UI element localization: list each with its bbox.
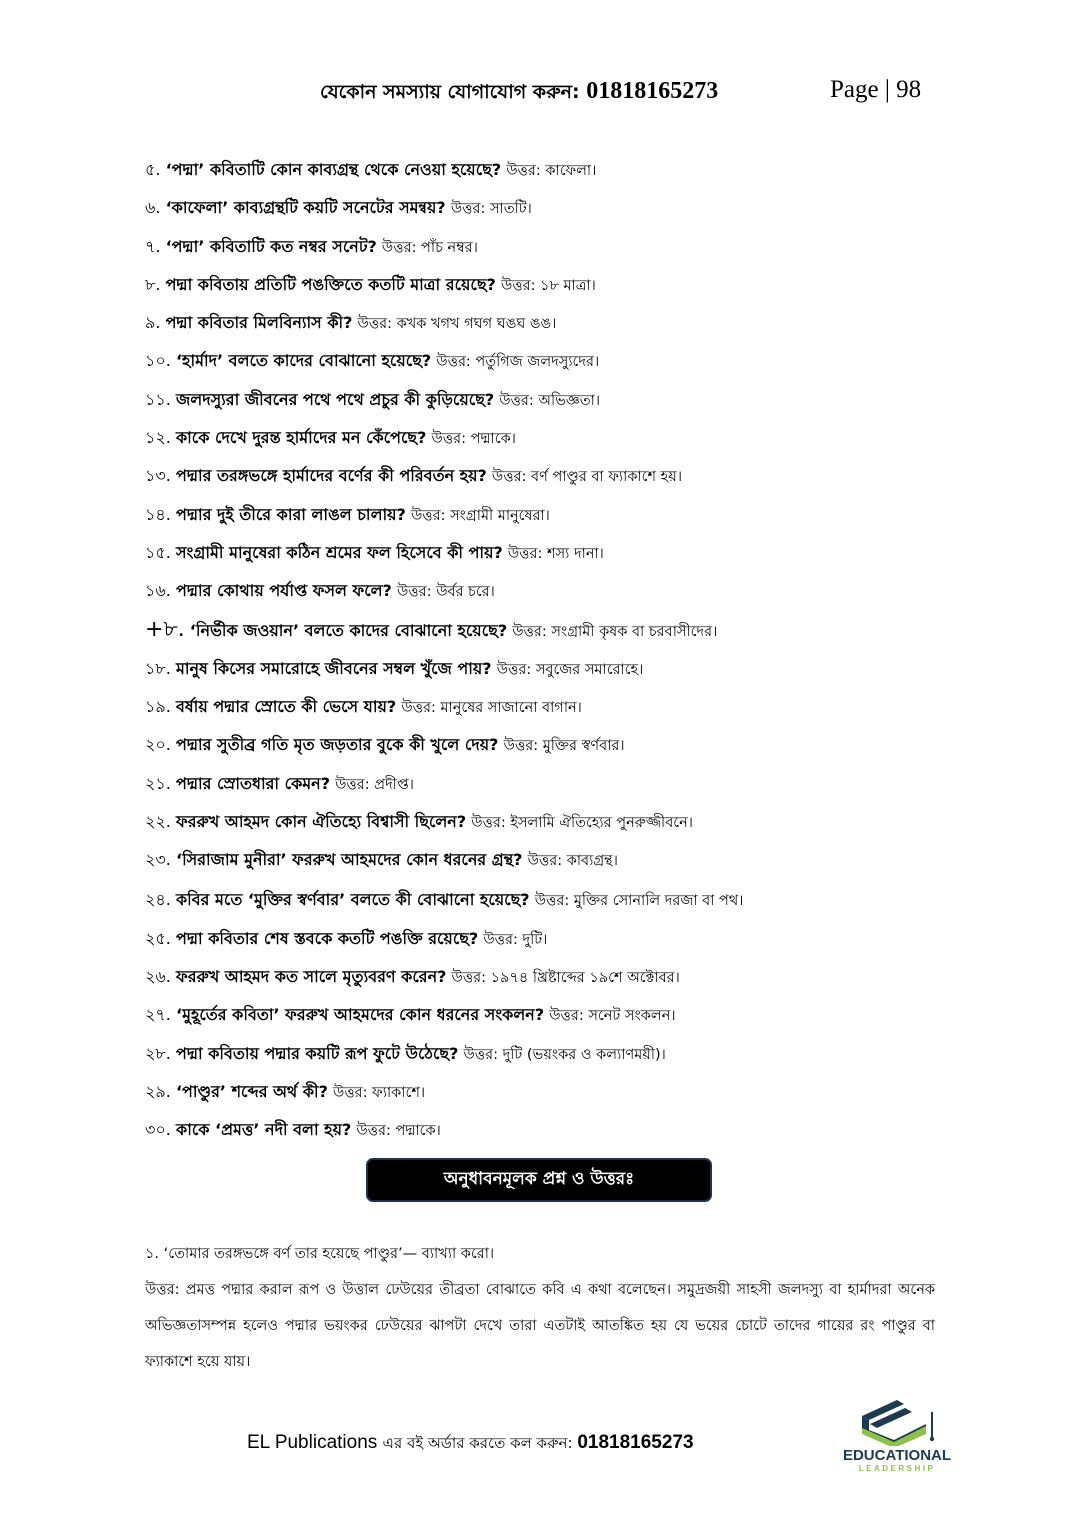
qa-number: ৯.: [145, 313, 161, 333]
qa-answer: উত্তর: সনেট সংকলন।: [549, 1008, 676, 1025]
footer-order-label: এর বই অর্ডার করতে কল করুন:: [382, 1434, 578, 1452]
qa-number: ১০.: [145, 351, 171, 371]
qa-question: কাকে ‘প্রমত্ত’ নদী বলা হয়?: [176, 1120, 352, 1140]
qa-number: ১৬.: [145, 581, 171, 601]
qa-question: সংগ্রামী মানুষেরা কঠিন শ্রমের ফল হিসেবে কী পায়?: [175, 542, 503, 562]
educational-leadership-logo: [832, 1394, 962, 1484]
qa-item: [145, 812, 935, 833]
qa-item: [145, 929, 935, 950]
qa-question: ‘মুহূর্তের কবিতা’ ফররুখ আহমদের কোন ধরনের সংকলন?: [176, 1005, 545, 1025]
qa-item: [145, 774, 935, 795]
header-phone: 01818165273: [586, 78, 719, 104]
qa-item: [145, 850, 935, 871]
header-contact-label: যেকোন সমস্যায় যোগাযোগ করুন:: [320, 81, 587, 103]
page-header: [0, 76, 1080, 116]
qa-question: মানুষ কিসের সমারোহে জীবনের সম্বল খুঁজে পায়?: [175, 658, 492, 678]
qa-question: পদ্মা কবিতার শেষ স্তবকে কতটি পঙক্তি রয়েছে?: [175, 928, 479, 948]
qa-number: ২১.: [145, 773, 171, 793]
qa-question: বর্ষায় পদ্মার স্রোতে কী ভেসে যায়?: [175, 697, 397, 717]
qa-answer: উত্তর: ইসলামি ঐতিহ্যের পুনরুজ্জীবনে।: [471, 815, 693, 832]
qa-answer: উত্তর: ফ্যাকাশে।: [333, 1084, 426, 1101]
qa-number: ২০.: [145, 735, 171, 755]
qa-answer: উত্তর: অভিজ্ঞতা।: [499, 392, 601, 409]
header-contact: [320, 78, 718, 110]
qa-item: [145, 275, 935, 296]
qa-item: [145, 1120, 935, 1141]
logo-text-educational: EDUCATIONAL: [842, 1447, 952, 1464]
qa-answer: উত্তর: কখক খগখ গঘগ ঘঙঘ ঙঙ।: [357, 316, 557, 333]
qa-question: ‘পদ্মা’ কবিতাটি কত নম্বর সনেট?: [165, 236, 377, 256]
qa-item: [145, 390, 935, 411]
qa-number: ১৪.: [145, 504, 171, 524]
qa-answer: উত্তর: পাঁচ নম্বর।: [381, 239, 478, 256]
qa-answer: উত্তর: মানুষের সাজানো বাগান।: [401, 700, 582, 717]
explanation-answer: উত্তর: প্রমত্ত পদ্মার করাল রূপ ও উত্তাল ঢেউয়ের তীব্রতা বোঝাতে কবি এ কথা বলেছেন। সমুদ্রজয়ী সাহসী জলদস্যু বা হার্মাদরা অনেক অভিজ্ঞতাসম্পন্ন হলেও পদ্মার ভয়ংকর ঢেউয়ের ঝাপটা দেখে তারা এতটাই আতঙ্কিত হয় যে ভয়ের চোটে তাদের গায়ের রং পাণ্ডুর বা ফ্যাকাশে হয়ে যায়।: [145, 1282, 935, 1370]
qa-question: ‘পদ্মা’ কবিতাটি কোন কাব্যগ্রন্থ থেকে নেওয়া হয়েছে?: [165, 160, 502, 179]
qa-answer: উত্তর: পর্তুগিজ জলদস্যুদের।: [436, 354, 600, 371]
qa-number: ১৫.: [145, 542, 171, 562]
qa-question: পদ্মা কবিতায় পদ্মার কয়টি রূপ ফুটে উঠেছে?: [175, 1043, 459, 1063]
qa-item: [145, 659, 935, 680]
qa-answer: উত্তর: ১৮ মাত্রা।: [500, 277, 596, 294]
qa-number: ১১.: [145, 389, 171, 409]
qa-answer: উত্তর: বর্ণ পাণ্ডুর বা ফ্যাকাশে হয়।: [491, 469, 683, 486]
qa-item: [145, 466, 935, 487]
qa-question: ‘নির্ভীক জওয়ান’ বলতে কাদের বোঝানো হয়েছে?: [189, 620, 508, 640]
qa-question: পদ্মার দুই তীরে কারা লাঙল চালায়?: [175, 504, 406, 524]
qa-question: ফররুখ আহমদ কত সালে মৃত্যুবরণ করেন?: [176, 966, 447, 986]
qa-item: [145, 505, 935, 526]
qa-question: জলদস্যুরা জীবনের পথে পথে প্রচুর কী কুড়িয়েছে?: [175, 389, 495, 409]
qa-answer: উত্তর: কাফেলা।: [506, 163, 597, 179]
qa-list: [145, 160, 935, 1158]
qa-answer: উত্তর: প্রদীপ্ত।: [335, 776, 414, 793]
qa-number: ২৮.: [145, 1043, 171, 1063]
qa-answer: উত্তর: উর্বর চরে।: [396, 584, 495, 601]
footer-order-text: [247, 1432, 694, 1457]
qa-number: ১৩.: [145, 466, 171, 486]
qa-answer: উত্তর: দুটি (ভয়ংকর ও কল্যাণময়ী)।: [463, 1046, 666, 1063]
qa-number: ১৮.: [145, 658, 171, 678]
qa-answer: উত্তর: ১৯৭৪ খ্রিষ্টাব্দের ১৯শে অক্টোবর।: [451, 969, 680, 986]
qa-number: ৫.: [145, 160, 161, 179]
qa-question: পদ্মার কোথায় পর্যাপ্ত ফসল ফলে?: [175, 581, 392, 601]
qa-question: পদ্মা কবিতার মিলবিন্যাস কী?: [165, 313, 353, 333]
qa-number: ৭.: [145, 236, 161, 256]
qa-number: ৮.: [145, 274, 161, 294]
qa-number: ১২.: [145, 428, 171, 448]
qa-question: পদ্মার স্রোতধারা কেমন?: [175, 773, 331, 793]
footer-phone: 01818165273: [577, 1432, 694, 1453]
qa-item: [145, 967, 935, 988]
qa-answer: উত্তর: পদ্মাকে।: [431, 431, 516, 448]
section-banner: [366, 1158, 712, 1202]
qa-number: ৩০.: [145, 1120, 171, 1140]
qa-number: ২৪.: [145, 889, 171, 909]
qa-question: ‘হার্মাদ’ বলতে কাদের বোঝানো হয়েছে?: [175, 351, 432, 371]
qa-item: [145, 616, 935, 642]
qa-question: ফররুখ আহমদ কোন ঐতিহ্যে বিশ্বাসী ছিলেন?: [176, 812, 467, 832]
graduation-cap-e-icon: [832, 1394, 962, 1446]
qa-answer: উত্তর: সবুজের সমারোহে।: [496, 661, 644, 678]
qa-answer: উত্তর: সংগ্রামী মানুষেরা।: [410, 507, 550, 524]
explanation-block: [145, 1236, 935, 1380]
qa-number: ৬.: [145, 198, 161, 218]
qa-item: [145, 1044, 935, 1065]
qa-item: [145, 160, 935, 181]
qa-answer: উত্তর: পদ্মাকে।: [356, 1123, 441, 1140]
qa-question: কাকে দেখে দুরন্ত হার্মাদের মন কেঁপেছে?: [175, 428, 427, 448]
qa-question: ‘পাণ্ডুর’ শব্দের অর্থ কী?: [175, 1081, 328, 1101]
qa-answer: উত্তর: দুটি।: [483, 931, 548, 948]
qa-item: [145, 543, 935, 564]
qa-number: ২৩.: [145, 850, 171, 870]
qa-answer: উত্তর: সাতটি।: [450, 201, 532, 218]
qa-number: ২২.: [145, 812, 171, 832]
qa-number: ২৫.: [145, 928, 171, 948]
qa-item: [145, 697, 935, 718]
qa-item: [145, 428, 935, 449]
qa-item: [145, 1005, 935, 1026]
qa-number: ২৭.: [145, 1005, 171, 1025]
qa-answer: উত্তর: কাব্যগ্রন্থ।: [527, 853, 618, 870]
section-title: অনুধাবনমূলক প্রশ্ন ও উত্তরঃ: [443, 1169, 635, 1189]
qa-item: [145, 881, 935, 920]
logo-text-leadership: LEADERSHIP: [858, 1464, 936, 1473]
qa-number: +৮.: [145, 616, 185, 642]
explanation-question: ১. ‘তোমার তরঙ্গভঙ্গে বর্ণ তার হয়েছে পাণ্ডুর’— ব্যাখ্যা করো।: [145, 1246, 495, 1262]
qa-question: পদ্মার সুতীব্র গতি মৃত জড়তার বুকে কী খুলে দেয়?: [176, 735, 499, 755]
qa-item: [145, 351, 935, 372]
qa-item: [145, 581, 935, 602]
qa-answer: উত্তর: শস্য দানা।: [507, 545, 604, 562]
qa-number: ১৯.: [145, 697, 171, 717]
footer-publisher: EL Publications: [247, 1432, 383, 1453]
page-number: Page | 98: [830, 76, 922, 103]
qa-item: [145, 237, 935, 258]
qa-number: ২৯.: [145, 1081, 171, 1101]
qa-question: ‘কাফেলা’ কাব্যগ্রন্থটি কয়টি সনেটের সমন্বয়?: [165, 198, 446, 218]
qa-answer: উত্তর: সংগ্রামী কৃষক বা চরবাসীদের।: [512, 623, 718, 640]
qa-item: [145, 735, 935, 756]
qa-answer: উত্তর: মুক্তির সোনালি দরজা বা পথ।: [534, 892, 744, 909]
qa-question: কবির মতে ‘মুক্তির স্বর্ণবার’ বলতে কী বোঝানো হয়েছে?: [175, 889, 530, 909]
qa-item: [145, 198, 935, 219]
qa-number: ২৬.: [145, 966, 171, 986]
qa-answer: উত্তর: মুক্তির স্বর্ণবার।: [503, 738, 625, 755]
qa-question: ‘সিরাজাম মুনীরা’ ফররুখ আহমদের কোন ধরনের গ্রন্থ?: [176, 850, 523, 870]
qa-question: পদ্মা কবিতায় প্রতিটি পঙক্তিতে কতটি মাত্রা রয়েছে?: [165, 274, 496, 294]
qa-question: পদ্মার তরঙ্গভঙ্গে হার্মাদের বর্ণের কী পরিবর্তন হয়?: [175, 466, 487, 486]
qa-item: [145, 313, 935, 334]
qa-item: [145, 1082, 935, 1103]
